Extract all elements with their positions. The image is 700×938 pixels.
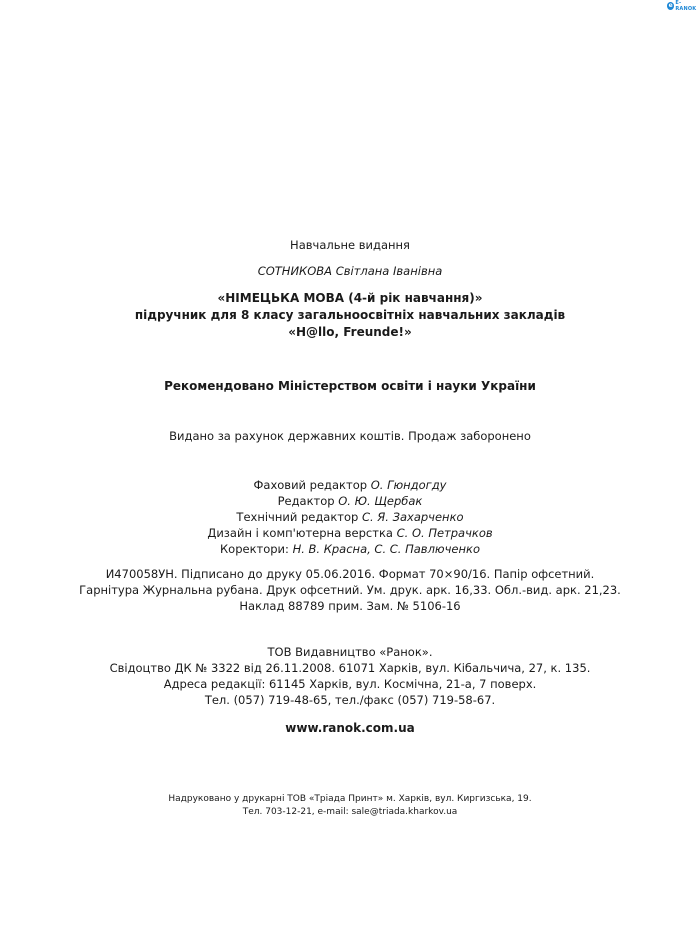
book-subtitle: підручник для 8 класу загальноосвітніх навчальних закладів bbox=[134, 308, 566, 322]
book-title: «НІМЕЦЬКА МОВА (4-й рік навчання)» bbox=[217, 291, 483, 305]
edition-type: Навчальне видання bbox=[290, 238, 410, 252]
credit-line bbox=[0, 494, 700, 508]
author-given-name: Світлана Іванівна bbox=[335, 264, 443, 278]
credit-role: Коректори: bbox=[220, 542, 289, 556]
credit-line bbox=[0, 510, 700, 524]
print-spec-line: Гарнітура Журнальна рубана. Друк офсетний. Ум. друк. арк. 16,33. Обл.-вид. арк. 21,23. bbox=[79, 583, 621, 597]
author bbox=[0, 264, 700, 278]
credit-name: С. Я. Захарченко bbox=[361, 510, 464, 524]
logo-text: E-RANOK bbox=[675, 0, 697, 12]
funding-note: Видано за рахунок державних коштів. Продаж заборонено bbox=[169, 429, 531, 443]
credit-role: Фаховий редактор bbox=[253, 478, 368, 492]
credit-name: Н. В. Красна, С. С. Павлюченко bbox=[292, 542, 480, 556]
credit-name: О. Ю. Щербак bbox=[338, 494, 423, 508]
printer-line: Тел. 703-12-21, e-mail: sale@triada.kharkov.ua bbox=[242, 807, 458, 817]
publisher-line: Тел. (057) 719-48-65, тел./факс (057) 719-58-67. bbox=[204, 693, 496, 707]
recommendation: Рекомендовано Міністерством освіти і науки України bbox=[164, 379, 536, 393]
credit-line bbox=[0, 542, 700, 556]
website-link[interactable]: www.ranok.com.ua bbox=[285, 721, 415, 735]
publisher-line: Адреса редакції: 61145 Харків, вул. Космічна, 21-а, 7 поверх. bbox=[163, 677, 537, 691]
print-spec-line: И470058УН. Підписано до друку 05.06.2016. Формат 70×90/16. Папір офсетний. bbox=[105, 567, 595, 581]
publisher-line: Свідоцтво ДК № 3322 від 26.11.2008. 61071 Харків, вул. Кібальчича, 27, к. 135. bbox=[109, 661, 591, 675]
book-series: «H@llo, Freunde!» bbox=[288, 325, 412, 339]
author-surname: СОТНИКОВА bbox=[257, 264, 333, 278]
credit-name: С. О. Петрачков bbox=[396, 526, 493, 540]
publisher-line: ТОВ Видавництво «Ранок». bbox=[267, 645, 433, 659]
credit-line bbox=[0, 478, 700, 492]
print-spec-line: Наклад 88789 прим. Зам. № 5106-16 bbox=[239, 599, 461, 613]
credit-name: О. Гюндогду bbox=[370, 478, 447, 492]
printer-line: Надруковано у друкарні ТОВ «Тріада Принт» м. Харків, вул. Киргизська, 19. bbox=[168, 794, 532, 804]
credit-role: Дизайн і комп'ютерна верстка bbox=[207, 526, 393, 540]
credit-role: Редактор bbox=[277, 494, 335, 508]
publisher-logo bbox=[667, 1, 700, 10]
credit-line bbox=[0, 526, 700, 540]
credit-role: Технічний редактор bbox=[236, 510, 359, 524]
e-ranok-logo-icon: e bbox=[668, 1, 673, 9]
